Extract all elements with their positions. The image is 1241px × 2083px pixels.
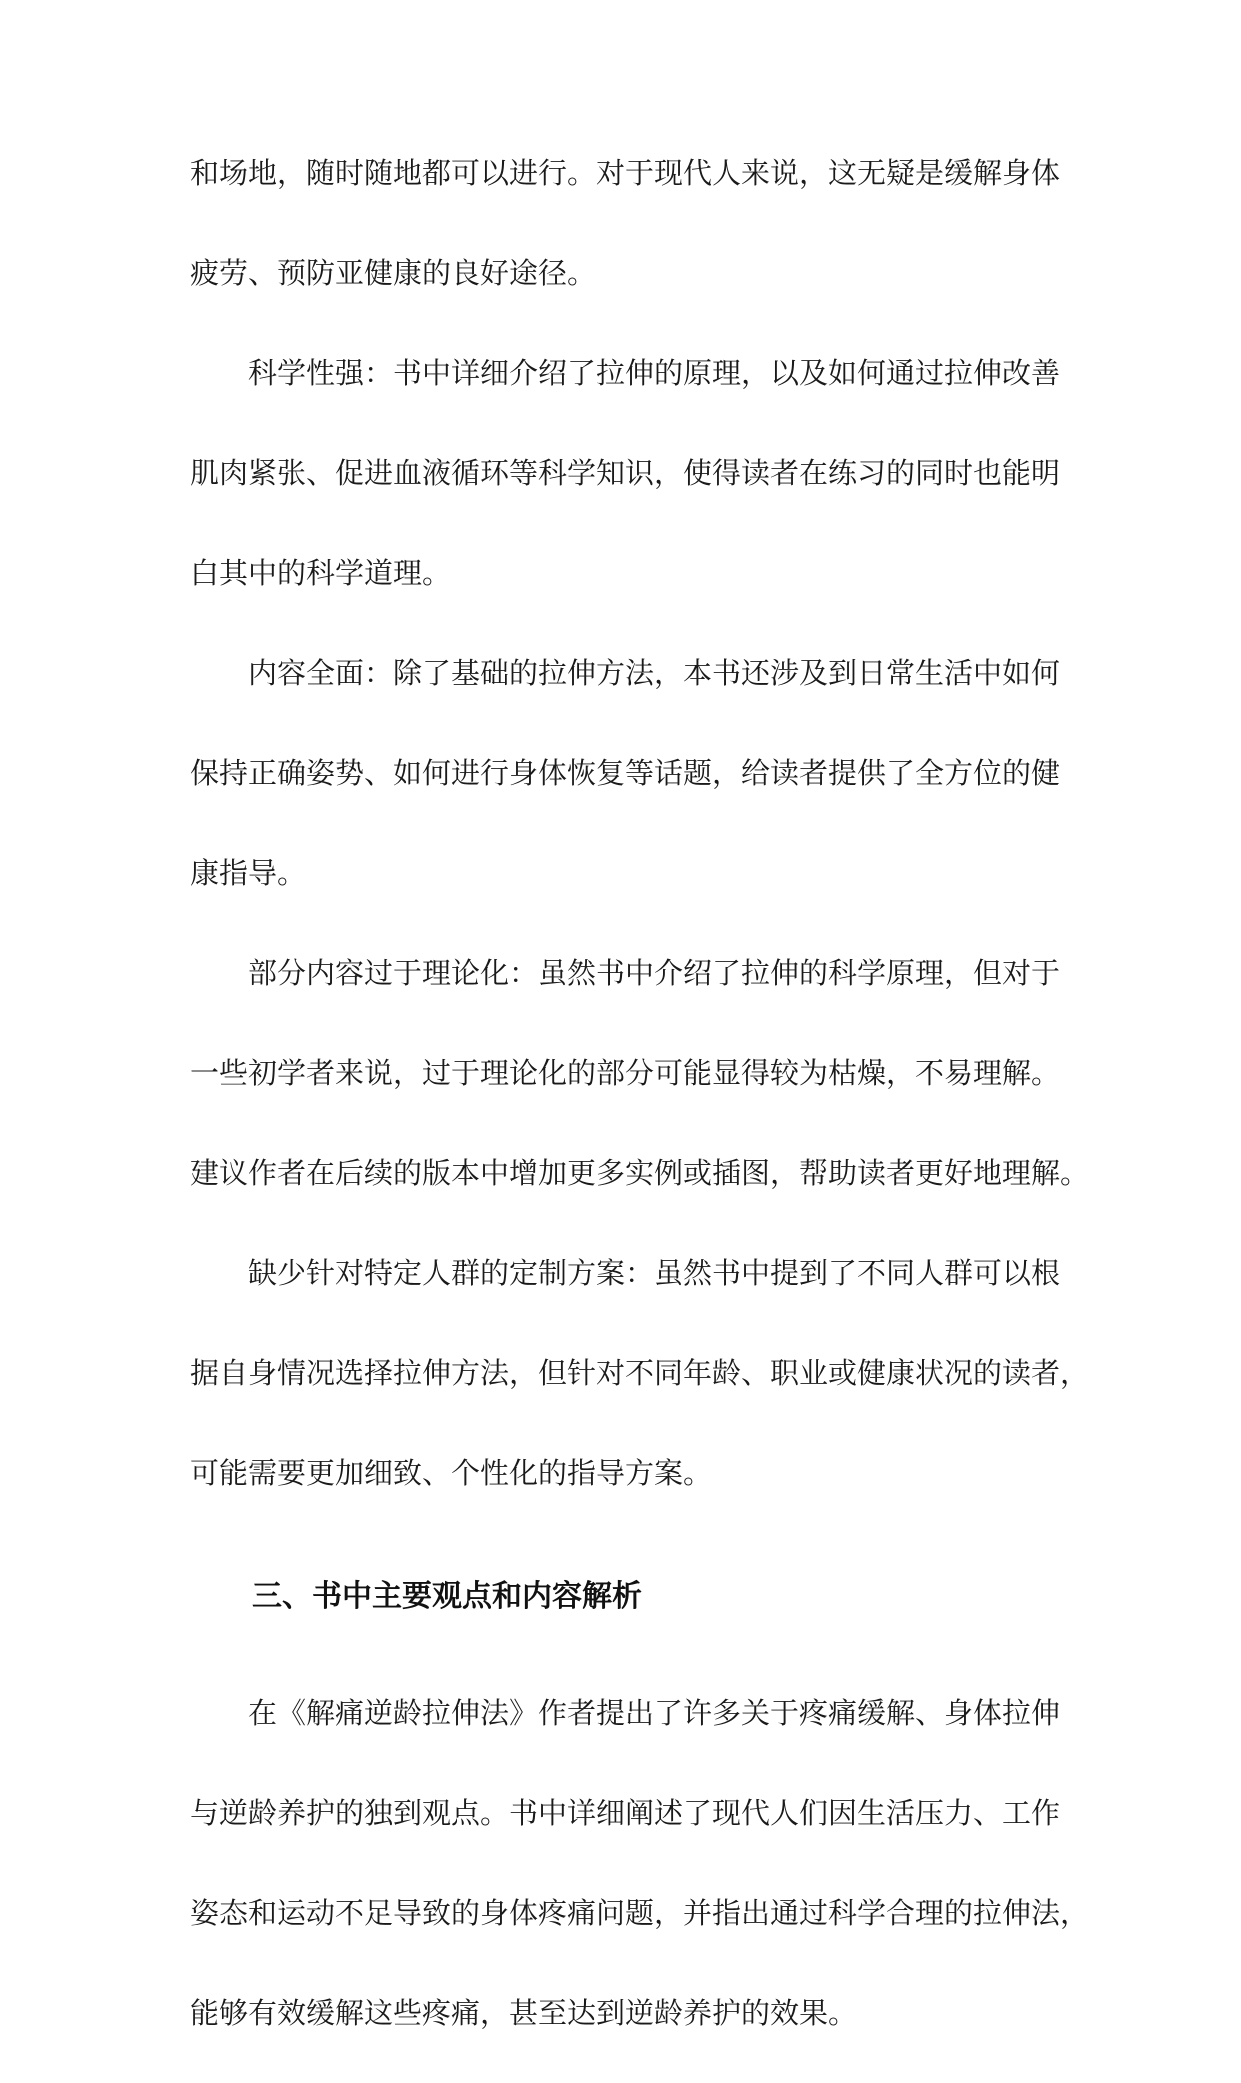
paragraph: [190, 143, 1060, 343]
text-line: 部分内容过于理论化：虽然书中介绍了拉伸的科学原理，但对于: [248, 956, 1061, 990]
text-line: 在《解痛逆龄拉伸法》作者提出了许多关于疼痛缓解、身体拉伸: [248, 1696, 1061, 1730]
paragraph: [190, 1683, 1090, 2083]
text-line: 可能需要更加细致、个性化的指导方案。: [190, 1456, 713, 1490]
text-line: 康指导。: [190, 856, 307, 890]
text-line: 疲劳、预防亚健康的良好途径。: [190, 256, 597, 290]
text-line: 与逆龄养护的独到观点。书中详细阐述了现代人们因生活压力、工作: [190, 1796, 1061, 1830]
section-heading: 三、书中主要观点和内容解析: [252, 1579, 642, 1614]
text-line: 白其中的科学道理。: [190, 556, 452, 590]
text-line: 保持正确姿势、如何进行身体恢复等话题，给读者提供了全方位的健: [190, 756, 1061, 790]
text-line: 和场地，随时随地都可以进行。对于现代人来说，这无疑是缓解身体: [190, 156, 1061, 190]
text-line: 肌肉紧张、促进血液循环等科学知识，使得读者在练习的同时也能明: [190, 456, 1061, 490]
paragraph: [190, 1243, 1090, 1543]
paragraph: [190, 943, 1090, 1243]
text-line: 内容全面：除了基础的拉伸方法，本书还涉及到日常生活中如何: [248, 656, 1061, 690]
text-line: 姿态和运动不足导致的身体疼痛问题，并指出通过科学合理的拉伸法，: [190, 1896, 1090, 1930]
text-line: 能够有效缓解这些疼痛，甚至达到逆龄养护的效果。: [190, 1996, 858, 2030]
text-line: 据自身情况选择拉伸方法，但针对不同年龄、职业或健康状况的读者，: [190, 1356, 1090, 1390]
document-body: [190, 143, 1090, 2083]
paragraph: [190, 643, 1060, 943]
paragraph: [190, 343, 1060, 643]
text-line: 科学性强：书中详细介绍了拉伸的原理，以及如何通过拉伸改善: [248, 356, 1061, 390]
text-line: 建议作者在后续的版本中增加更多实例或插图，帮助读者更好地理解。: [190, 1156, 1090, 1190]
text-line: 缺少针对特定人群的定制方案：虽然书中提到了不同人群可以根: [248, 1256, 1061, 1290]
text-line: 一些初学者来说，过于理论化的部分可能显得较为枯燥，不易理解。: [190, 1056, 1061, 1090]
